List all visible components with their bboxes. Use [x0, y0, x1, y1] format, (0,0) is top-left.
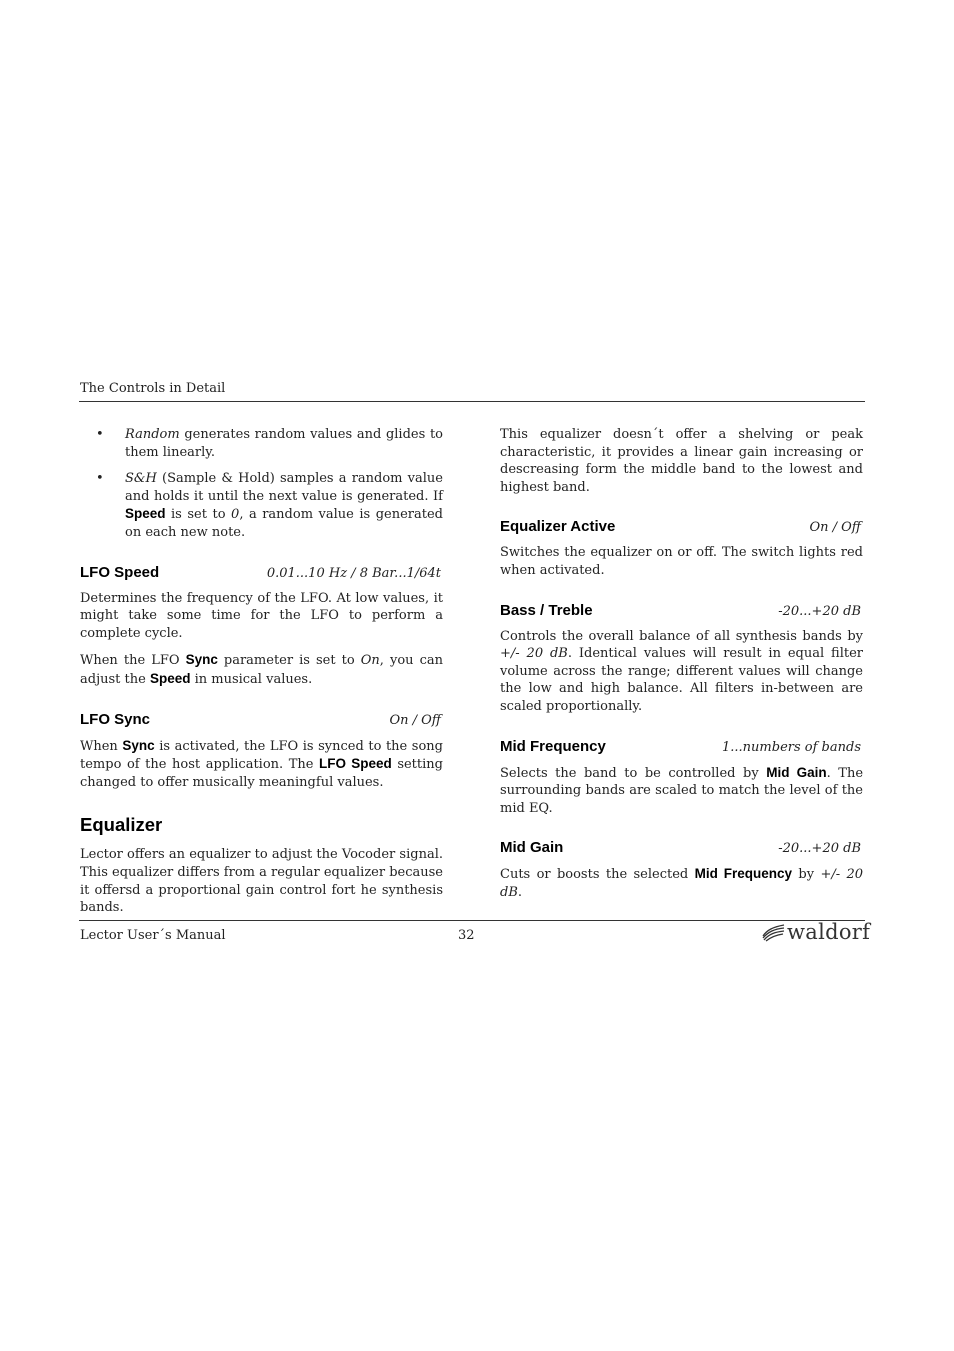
paragraph: When the LFO Sync parameter is set to On, you can adjust the Speed in musical values. — [80, 652, 443, 687]
param-name: LFO Sync — [80, 710, 151, 728]
list-item: • Random generates random values and glides to them linearly. — [96, 427, 443, 460]
logo-wordmark: waldorf — [787, 920, 871, 944]
list-item: • S&H (Sample & Hold) samples a random value and holds it until the next value is generated. If Speed is set to 0, a random value is generated on each new note. — [96, 471, 443, 540]
paragraph: Determines the frequency of the LFO. At low values, it might take some time for the LFO to perform a complete cycle. — [80, 590, 443, 641]
bass-treble-header — [500, 602, 863, 619]
param-range: 0.01...10 Hz / 8 Bar...1/64t — [266, 565, 441, 581]
bullet-icon: • — [96, 471, 104, 487]
section-heading-equalizer: Equalizer — [80, 814, 163, 836]
paragraph: Switches the equalizer on or off. The switch lights red when activated. — [500, 545, 863, 578]
left-column — [80, 426, 443, 926]
lfo-shape-list — [80, 426, 443, 542]
param-name: Bass / Treble — [500, 601, 593, 619]
lfo-speed-header — [80, 564, 443, 581]
waldorf-wave-logo-icon — [760, 921, 786, 943]
param-range: 1...numbers of bands — [722, 739, 861, 755]
mid-frequency-header — [500, 738, 863, 755]
lfo-sync-header — [80, 711, 443, 728]
param-range: -20...+20 dB — [778, 841, 861, 857]
paragraph: This equalizer doesn´t offer a shelving or peak characteristic, it provides a linear gain increasing or descreasing form the middle band to the lowest and highest band. — [500, 427, 863, 495]
param-name: Equalizer Active — [500, 518, 616, 536]
paragraph: Controls the overall balance of all synthesis bands by +/- 20 dB. Identical values will result in equal filter volume across the range; different values will change the low and high balance. All filters in-between are scaled proportionally. — [500, 628, 863, 714]
paragraph: Lector offers an equalizer to adjust the Vocoder signal. This equalizer differs from a regular equalizer because it offersd a proportional gain control fort he synthesis bands. — [80, 847, 443, 916]
paragraph: Cuts or boosts the selected Mid Frequency by +/- 20 dB. — [500, 866, 863, 900]
footer-rule — [79, 920, 865, 921]
param-name: Mid Gain — [500, 839, 564, 857]
header-rule — [79, 401, 865, 402]
param-name: Mid Frequency — [500, 737, 606, 755]
param-name: LFO Speed — [80, 563, 160, 581]
param-range: On / Off — [809, 520, 861, 536]
mid-gain-header — [500, 839, 863, 856]
paragraph: When Sync is activated, the LFO is synced to the song tempo of the host application. The LFO Speed setting changed to offer musically meaningful values. — [80, 737, 443, 790]
right-column — [500, 426, 863, 911]
waldorf-logo — [760, 920, 870, 944]
param-range: On / Off — [389, 712, 441, 728]
bullet-icon: • — [96, 427, 104, 442]
param-range: -20...+20 dB — [778, 603, 861, 619]
footer-manual-title: Lector User´s Manual — [80, 928, 226, 943]
equalizer-active-header — [500, 518, 863, 535]
page-number: 32 — [458, 928, 475, 943]
running-header: The Controls in Detail — [80, 381, 226, 396]
paragraph: Selects the band to be controlled by Mid Gain. The surrounding bands are scaled to match the level of the mid EQ. — [500, 764, 864, 816]
